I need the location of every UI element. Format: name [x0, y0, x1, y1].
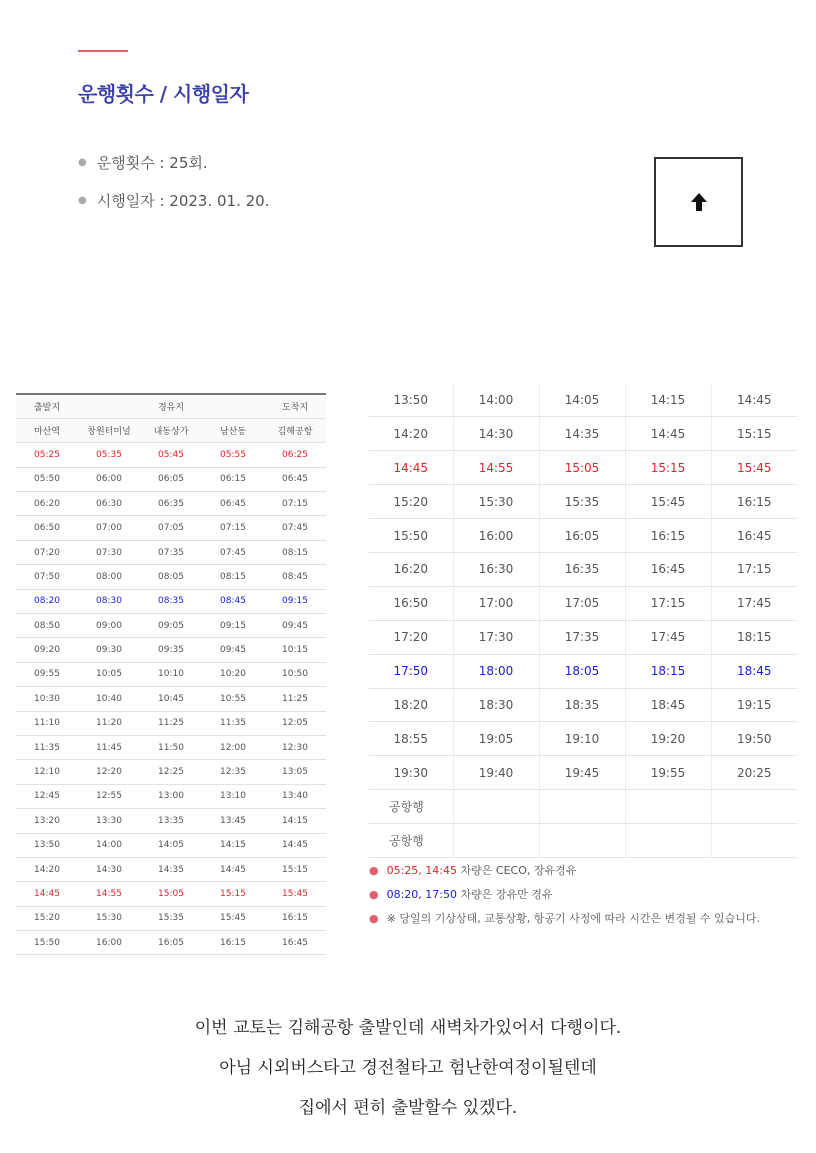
notes-list — [369, 862, 797, 934]
table-cell: 10:30 — [16, 687, 78, 711]
table-header-row — [16, 394, 326, 418]
body-line: 아님 시외버스타고 경전철타고 험난한여정이될텐데 — [219, 1058, 597, 1078]
table-cell: 19:50 — [711, 722, 797, 756]
table-cell: 08:20 — [16, 589, 78, 613]
table-cell: 17:15 — [625, 586, 711, 620]
note-red-times: 05:25, 14:45 — [386, 864, 458, 877]
table-cell: 13:10 — [202, 784, 264, 808]
table-cell: 13:00 — [140, 784, 202, 808]
table-cell: 15:15 — [202, 882, 264, 906]
note-text: 차량은 CECO, 장유경유 — [457, 864, 577, 877]
table-row — [16, 931, 326, 955]
table-cell: 11:25 — [264, 687, 326, 711]
table-cell: 10:15 — [264, 638, 326, 662]
table-cell: 09:45 — [202, 638, 264, 662]
table-row — [369, 790, 797, 824]
table-cell: 14:05 — [539, 383, 625, 417]
table-row — [16, 638, 326, 662]
table-cell: 19:15 — [711, 688, 797, 722]
table-cell: 09:05 — [140, 614, 202, 638]
table-cell: 14:35 — [539, 417, 625, 451]
table-cell: 14:55 — [78, 882, 140, 906]
note-item — [369, 886, 797, 904]
header-departure: 출발지 — [16, 394, 78, 418]
table-cell: 10:10 — [140, 662, 202, 686]
table-row — [16, 906, 326, 930]
table-cell: 15:45 — [202, 906, 264, 930]
table-cell: 13:35 — [140, 809, 202, 833]
table-cell: 13:05 — [264, 760, 326, 784]
table-row — [369, 383, 797, 417]
table-cell: 05:50 — [16, 467, 78, 491]
table-cell — [539, 824, 625, 858]
table-cell: 20:25 — [711, 756, 797, 790]
table-cell: 11:20 — [78, 711, 140, 735]
table-cell: 14:15 — [625, 383, 711, 417]
table-row — [369, 552, 797, 586]
table-cell: 15:45 — [711, 451, 797, 485]
table-row — [369, 485, 797, 519]
table-cell: 14:15 — [202, 833, 264, 857]
table-cell: 12:10 — [16, 760, 78, 784]
table-cell: 16:00 — [78, 931, 140, 955]
effective-date: 시행일자 : 2023. 01. 20. — [96, 192, 270, 210]
note-text: 차량은 장유만 경유 — [457, 888, 553, 901]
table-cell: 14:30 — [78, 857, 140, 881]
table-cell: 14:45 — [711, 383, 797, 417]
table-cell — [453, 790, 539, 824]
table-cell: 11:25 — [140, 711, 202, 735]
table-row — [369, 722, 797, 756]
bullet-icon: ● — [78, 157, 87, 168]
table-cell: 19:55 — [625, 756, 711, 790]
table-cell: 18:15 — [625, 654, 711, 688]
table-row — [369, 586, 797, 620]
table-cell: 08:50 — [16, 614, 78, 638]
table-cell: 14:20 — [369, 417, 453, 451]
table-cell: 05:45 — [140, 443, 202, 467]
table-subheader-row — [16, 418, 326, 442]
table-cell: 12:05 — [264, 711, 326, 735]
table-cell: 14:20 — [16, 857, 78, 881]
table-cell: 06:30 — [78, 492, 140, 516]
table-cell: 19:20 — [625, 722, 711, 756]
table-cell: 06:35 — [140, 492, 202, 516]
header-cell: 남산동 — [202, 418, 264, 442]
table-cell: 14:15 — [264, 809, 326, 833]
table-cell: 10:55 — [202, 687, 264, 711]
table-cell: 18:20 — [369, 688, 453, 722]
arrow-up-icon — [689, 191, 709, 213]
table-row — [16, 760, 326, 784]
table-cell: 13:50 — [16, 833, 78, 857]
table-cell: 12:55 — [78, 784, 140, 808]
table-cell: 14:45 — [16, 882, 78, 906]
table-cell: 17:45 — [711, 586, 797, 620]
table-cell: 07:50 — [16, 565, 78, 589]
table-cell: 17:15 — [711, 552, 797, 586]
table-cell: 15:15 — [625, 451, 711, 485]
table-cell: 15:05 — [539, 451, 625, 485]
table-cell: 06:15 — [202, 467, 264, 491]
table-row — [369, 654, 797, 688]
table-cell: 14:45 — [369, 451, 453, 485]
table-row — [369, 451, 797, 485]
table-cell — [711, 790, 797, 824]
table-row — [369, 688, 797, 722]
table-row — [16, 882, 326, 906]
table-cell: 06:20 — [16, 492, 78, 516]
table-cell: 08:15 — [202, 565, 264, 589]
info-list — [78, 153, 269, 229]
table-cell: 15:30 — [453, 485, 539, 519]
table-row — [16, 443, 326, 467]
table-cell: 19:10 — [539, 722, 625, 756]
table-cell: 13:20 — [16, 809, 78, 833]
table-cell: 15:15 — [711, 417, 797, 451]
table-cell: 09:55 — [16, 662, 78, 686]
table-cell: 16:35 — [539, 552, 625, 586]
table-cell: 12:25 — [140, 760, 202, 784]
table-cell: 08:15 — [264, 540, 326, 564]
table-row — [16, 492, 326, 516]
table-cell: 06:45 — [264, 467, 326, 491]
header-cell: 내동상가 — [140, 418, 202, 442]
table-cell: 16:05 — [539, 519, 625, 553]
table-cell: 16:05 — [140, 931, 202, 955]
table-cell: 15:15 — [264, 857, 326, 881]
table-cell: 07:45 — [202, 540, 264, 564]
table-cell: 14:55 — [453, 451, 539, 485]
table-row — [369, 620, 797, 654]
table-row — [369, 824, 797, 858]
table-row — [16, 735, 326, 759]
table-cell — [625, 790, 711, 824]
table-cell: 14:45 — [202, 857, 264, 881]
list-item — [78, 191, 269, 229]
table-cell: 12:00 — [202, 735, 264, 759]
table-cell: 06:05 — [140, 467, 202, 491]
table-cell: 15:50 — [16, 931, 78, 955]
table-cell: 09:45 — [264, 614, 326, 638]
table-cell: 11:35 — [16, 735, 78, 759]
section-title: 운행횟수 / 시행일자 — [78, 82, 249, 106]
table-cell: 16:45 — [711, 519, 797, 553]
accent-bar — [78, 50, 128, 52]
table-cell: 18:55 — [369, 722, 453, 756]
table-cell: 14:35 — [140, 857, 202, 881]
table-cell: 12:20 — [78, 760, 140, 784]
table-cell: 07:15 — [264, 492, 326, 516]
table-cell: 19:30 — [369, 756, 453, 790]
table-cell: 06:50 — [16, 516, 78, 540]
table-row — [369, 519, 797, 553]
table-row — [369, 417, 797, 451]
table-cell: 09:35 — [140, 638, 202, 662]
table-cell: 공항행 — [369, 790, 453, 824]
table-cell: 18:45 — [711, 654, 797, 688]
table-cell: 12:30 — [264, 735, 326, 759]
bullet-icon: ● — [369, 912, 379, 925]
table-row — [16, 662, 326, 686]
table-cell: 18:45 — [625, 688, 711, 722]
table-cell: 11:45 — [78, 735, 140, 759]
table-cell: 16:15 — [264, 906, 326, 930]
table-cell: 12:45 — [16, 784, 78, 808]
table-cell: 15:20 — [369, 485, 453, 519]
table-row — [16, 540, 326, 564]
table-cell: 16:00 — [453, 519, 539, 553]
table-cell: 07:30 — [78, 540, 140, 564]
right-timetable — [369, 383, 797, 858]
scroll-top-button[interactable] — [654, 157, 743, 247]
table-cell: 06:45 — [202, 492, 264, 516]
body-line: 집에서 편히 출발할수 있겠다. — [298, 1098, 518, 1118]
table-row — [16, 833, 326, 857]
table-cell: 19:45 — [539, 756, 625, 790]
table-row — [16, 784, 326, 808]
table-row — [16, 565, 326, 589]
table-cell: 18:30 — [453, 688, 539, 722]
table-cell: 16:45 — [625, 552, 711, 586]
table-cell: 05:35 — [78, 443, 140, 467]
table-cell — [539, 790, 625, 824]
body-line: 이번 교토는 김해공항 출발인데 새벽차가있어서 다행이다. — [194, 1018, 622, 1038]
table-cell: 16:15 — [625, 519, 711, 553]
table-cell: 17:45 — [625, 620, 711, 654]
table-cell: 15:45 — [264, 882, 326, 906]
table-cell: 09:00 — [78, 614, 140, 638]
table-cell: 15:05 — [140, 882, 202, 906]
table-cell: 09:15 — [202, 614, 264, 638]
table-cell: 09:20 — [16, 638, 78, 662]
table-cell: 14:30 — [453, 417, 539, 451]
table-cell: 11:10 — [16, 711, 78, 735]
table-cell: 09:30 — [78, 638, 140, 662]
header-arrival: 도착지 — [264, 394, 326, 418]
table-cell: 11:35 — [202, 711, 264, 735]
bullet-icon: ● — [78, 195, 87, 206]
table-row — [16, 809, 326, 833]
table-cell: 14:00 — [453, 383, 539, 417]
table-cell: 19:40 — [453, 756, 539, 790]
table-row — [16, 711, 326, 735]
run-count: 운행횟수 : 25회. — [96, 154, 208, 172]
note-blue-times: 08:20, 17:50 — [386, 888, 458, 901]
table-cell: 16:15 — [711, 485, 797, 519]
table-cell: 07:15 — [202, 516, 264, 540]
body-text — [0, 1008, 816, 1128]
table-cell: 17:30 — [453, 620, 539, 654]
table-row — [16, 687, 326, 711]
table-cell: 14:45 — [625, 417, 711, 451]
table-cell — [625, 824, 711, 858]
left-timetable — [16, 393, 326, 955]
table-cell: 15:35 — [140, 906, 202, 930]
table-cell: 17:50 — [369, 654, 453, 688]
table-cell: 06:25 — [264, 443, 326, 467]
table-cell: 15:50 — [369, 519, 453, 553]
bullet-icon: ● — [369, 864, 379, 877]
table-row — [16, 857, 326, 881]
table-cell: 16:45 — [264, 931, 326, 955]
table-cell: 17:20 — [369, 620, 453, 654]
header-cell: 김해공항 — [264, 418, 326, 442]
table-cell: 08:30 — [78, 589, 140, 613]
note-text: ※ 당일의 기상상태, 교통상황, 항공기 사정에 따라 시간은 변경될 수 있습니다. — [386, 912, 761, 925]
table-row — [16, 516, 326, 540]
note-item — [369, 910, 797, 928]
table-cell: 16:20 — [369, 552, 453, 586]
table-cell: 14:00 — [78, 833, 140, 857]
table-cell: 08:45 — [202, 589, 264, 613]
table-cell — [711, 824, 797, 858]
table-cell: 09:15 — [264, 589, 326, 613]
table-cell: 15:30 — [78, 906, 140, 930]
table-cell: 15:35 — [539, 485, 625, 519]
table-cell: 18:15 — [711, 620, 797, 654]
table-row — [16, 467, 326, 491]
table-cell: 08:45 — [264, 565, 326, 589]
table-cell: 10:20 — [202, 662, 264, 686]
table-cell: 14:05 — [140, 833, 202, 857]
table-cell: 10:40 — [78, 687, 140, 711]
note-item — [369, 862, 797, 880]
table-cell: 17:35 — [539, 620, 625, 654]
table-cell: 07:35 — [140, 540, 202, 564]
table-row — [16, 589, 326, 613]
table-cell: 07:00 — [78, 516, 140, 540]
table-cell: 07:45 — [264, 516, 326, 540]
table-cell — [453, 824, 539, 858]
table-cell: 18:35 — [539, 688, 625, 722]
table-cell: 16:15 — [202, 931, 264, 955]
table-cell: 16:50 — [369, 586, 453, 620]
table-cell: 15:45 — [625, 485, 711, 519]
header-via: 경유지 — [78, 394, 264, 418]
table-cell: 13:30 — [78, 809, 140, 833]
table-cell: 공항행 — [369, 824, 453, 858]
table-cell: 13:45 — [202, 809, 264, 833]
table-cell: 10:50 — [264, 662, 326, 686]
table-cell: 05:25 — [16, 443, 78, 467]
table-cell: 16:30 — [453, 552, 539, 586]
table-cell: 12:35 — [202, 760, 264, 784]
header-cell: 마산역 — [16, 418, 78, 442]
table-row — [369, 756, 797, 790]
table-cell: 13:40 — [264, 784, 326, 808]
table-cell: 18:00 — [453, 654, 539, 688]
table-cell: 06:00 — [78, 467, 140, 491]
table-cell: 07:05 — [140, 516, 202, 540]
list-item — [78, 153, 269, 191]
table-cell: 11:50 — [140, 735, 202, 759]
table-cell: 07:20 — [16, 540, 78, 564]
table-cell: 14:45 — [264, 833, 326, 857]
table-cell: 08:35 — [140, 589, 202, 613]
table-row — [16, 614, 326, 638]
table-cell: 17:05 — [539, 586, 625, 620]
table-cell: 15:20 — [16, 906, 78, 930]
table-cell: 10:05 — [78, 662, 140, 686]
table-cell: 08:05 — [140, 565, 202, 589]
table-cell: 13:50 — [369, 383, 453, 417]
header-cell: 창원터미널 — [78, 418, 140, 442]
bullet-icon: ● — [369, 888, 379, 901]
table-cell: 17:00 — [453, 586, 539, 620]
table-cell: 19:05 — [453, 722, 539, 756]
table-cell: 08:00 — [78, 565, 140, 589]
table-cell: 18:05 — [539, 654, 625, 688]
table-cell: 10:45 — [140, 687, 202, 711]
table-cell: 05:55 — [202, 443, 264, 467]
